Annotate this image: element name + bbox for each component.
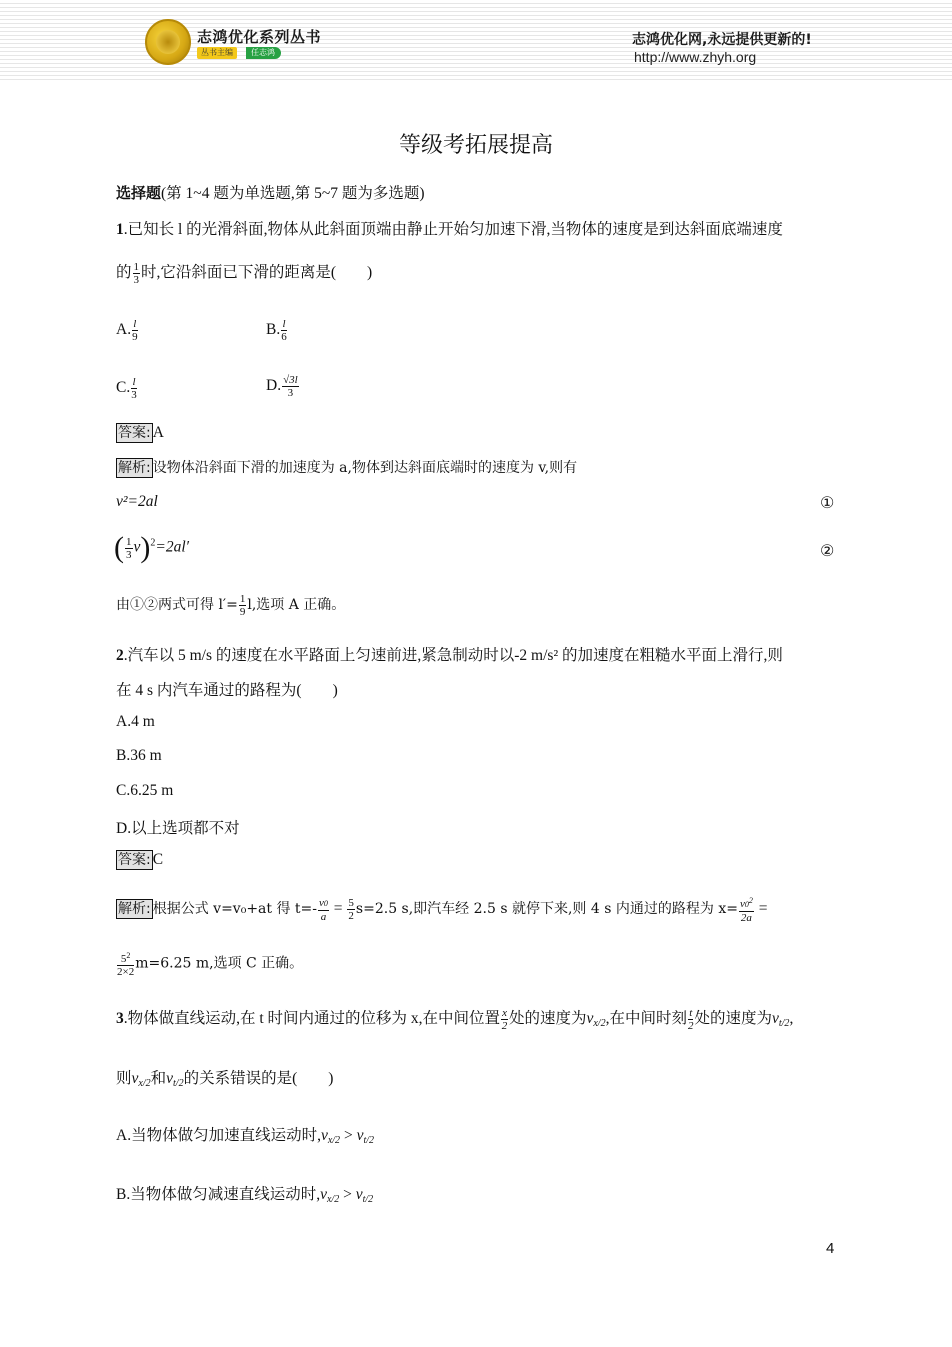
editor-tag: 丛书主编 xyxy=(197,47,237,59)
page-title: 等级考拓展提高 xyxy=(398,133,553,158)
site-url[interactable]: http://www.zhyh.org xyxy=(634,49,757,65)
option-label: D. xyxy=(266,377,282,395)
frac-den: 9 xyxy=(132,331,138,343)
analysis-fraction-result: $\frac{5^2}{2\times 2}$ xyxy=(117,951,135,978)
conclusion-pre: 由①②两式可得 l′= xyxy=(116,597,238,614)
equals: = xyxy=(329,900,347,918)
q3-line1: 3.物体做直线运动,在 t 时间内通过的位移为 x,在中间位置 $\frac{x}{2}$ 处的速度为$v_{x/2}$,在中间时刻 $\frac{t}{2}$ 处的速度为$v_{t/2}$, xyxy=(116,1006,794,1032)
page-number: 4 xyxy=(826,1240,835,1257)
answer-value: C xyxy=(152,851,164,868)
v-x-half: $v_{x/2}$ xyxy=(586,1010,606,1029)
series-logo xyxy=(145,19,191,65)
q1-text-line2-pre: 的 xyxy=(116,264,132,281)
analysis-fraction-x: $\frac{v0^2}{2a}$ xyxy=(739,896,753,924)
analysis-line2-post: m=6.25 m,选项 C 正确。 xyxy=(135,955,304,972)
q2-text-line1: .汽车以 5 m/s 的速度在水平路面上匀速前进,紧急制动时以-2 m/s² 的加速度在粗糙水平面上滑行,则 xyxy=(123,647,783,664)
v-t-half: $v_{t/2}$ xyxy=(166,1070,184,1089)
analysis-pre: 根据公式 v=v₀+at 得 t=- xyxy=(152,901,318,918)
q1-equation-1: v²=2al xyxy=(116,493,158,510)
editor-name: 任志鸿 xyxy=(246,47,281,59)
q1-option-c[interactable] xyxy=(116,376,138,401)
option-fraction xyxy=(281,318,287,343)
answer-label: 答案: xyxy=(118,852,151,868)
frac-num: l xyxy=(282,318,286,330)
frac-den: 3 xyxy=(133,273,140,286)
analysis-fraction-value: $\frac{5}{2}$ xyxy=(348,897,354,922)
frac-num: √3l xyxy=(283,374,298,386)
q1-number: 1 xyxy=(116,221,124,238)
frac-num: 1 xyxy=(133,260,140,273)
answer-label: 答案: xyxy=(118,425,151,441)
option-text: B.当物体做匀减速直线运动时, xyxy=(116,1186,321,1203)
option-text: A.当物体做匀加速直线运动时, xyxy=(116,1127,321,1144)
q3-text-d: 处的速度为 xyxy=(694,1010,772,1027)
v-x-half: $v_{x/2}$ xyxy=(320,1127,341,1146)
section-heading xyxy=(116,181,425,203)
v-t-half: $v_{t/2}$ xyxy=(355,1186,374,1205)
q3-text-a: .物体做直线运动,在 t 时间内通过的位移为 x,在中间位置 xyxy=(123,1010,501,1027)
q2-option-c[interactable]: C.6.25 m xyxy=(116,782,174,799)
eq2-exponent: 2 xyxy=(150,537,156,549)
q1-equation-2 xyxy=(114,533,189,563)
q3-number: 3 xyxy=(116,1010,124,1027)
q2-analysis xyxy=(116,895,767,924)
q2-number: 2 xyxy=(116,647,124,664)
frac-den: 3 xyxy=(287,387,294,399)
q3-text2-c: 的关系错误的是( ) xyxy=(183,1070,334,1087)
q1-line2 xyxy=(116,260,372,286)
greater-than: > xyxy=(339,1186,356,1203)
q2-line2: 在 4 s 内汽车通过的路程为( ) xyxy=(116,682,338,699)
q1-text-line2-post: 时,它沿斜面已下滑的距离是( ) xyxy=(141,264,373,281)
eq2-fraction xyxy=(125,536,133,561)
option-fraction xyxy=(131,376,137,401)
fraction-t-half: $\frac{t}{2}$ xyxy=(687,1006,694,1032)
option-label: C. xyxy=(116,379,131,397)
eq2-velocity: v xyxy=(133,538,141,556)
q3-text2-b: 和 xyxy=(150,1070,167,1087)
analysis-mid: s=2.5 s,即汽车经 2.5 s 就停下来,则 4 s 内通过的路程为 x= xyxy=(355,901,738,918)
q1-text-line1: .已知长 l 的光滑斜面,物体从此斜面顶端由静止开始匀加速下滑,当物体的速度是到达斜面底端速度 xyxy=(123,221,783,238)
logo-emblem xyxy=(156,30,180,54)
series-title: 志鸿优化系列丛书 xyxy=(197,28,322,46)
q1-answer xyxy=(116,423,164,443)
greater-than: > xyxy=(340,1127,357,1144)
q3-option-a[interactable] xyxy=(116,1123,374,1146)
q2-line1 xyxy=(116,643,783,665)
section-title: 选择题 xyxy=(116,184,162,202)
v-x-half: $v_{x/2}$ xyxy=(131,1070,151,1089)
option-fraction xyxy=(282,374,299,399)
q1-fraction xyxy=(133,261,141,286)
v-t-half: $v_{t/2}$ xyxy=(356,1127,375,1146)
q1-conclusion xyxy=(116,593,345,618)
option-label: B. xyxy=(266,321,281,339)
paren-close: ) xyxy=(140,531,151,564)
q2-option-d[interactable]: D.以上选项都不对 xyxy=(116,820,240,837)
q2-option-a[interactable]: A.4 m xyxy=(116,713,155,730)
site-slogan: 志鸿优化网,永远提供更新的! xyxy=(632,32,812,48)
q3-text2-a: 则 xyxy=(116,1070,132,1087)
paren-open: ( xyxy=(114,531,124,564)
fraction-x-half: $\frac{x}{2}$ xyxy=(501,1006,508,1032)
option-fraction xyxy=(132,318,138,343)
option-label: A. xyxy=(116,321,132,339)
frac-den: 3 xyxy=(126,548,132,561)
conclusion-fraction: $\frac{1}{9}$ xyxy=(239,593,246,618)
frac-num: l xyxy=(133,318,137,330)
q1-analysis xyxy=(116,457,577,478)
q3-text-b: 处的速度为 xyxy=(508,1010,587,1027)
v-t-half: $v_{t/2}$ xyxy=(771,1010,790,1029)
q3-option-b[interactable] xyxy=(116,1182,373,1205)
equation-2-mark: ② xyxy=(820,543,835,560)
q1-option-d[interactable] xyxy=(266,374,300,399)
analysis-fraction-t: $\frac{v0}{a}$ xyxy=(319,896,328,923)
analysis-label: 解析: xyxy=(118,901,151,918)
frac-num: 1 xyxy=(126,535,132,548)
q3-text-c: ,在中间时刻 xyxy=(605,1010,687,1027)
answer-value: A xyxy=(152,424,164,441)
q1-line1 xyxy=(116,217,783,239)
equation-1-mark: ① xyxy=(820,495,835,512)
frac-num: l xyxy=(132,376,136,388)
q2-analysis-line2 xyxy=(116,950,303,978)
equals-end: = xyxy=(754,900,768,918)
v-x-half: $v_{x/2}$ xyxy=(320,1186,340,1205)
q1-option-a[interactable] xyxy=(116,318,139,343)
q3-line2 xyxy=(116,1066,333,1089)
eq2-tail: =2al′ xyxy=(155,538,190,556)
analysis-text: 设物体沿斜面下滑的加速度为 a,物体到达斜面底端时的速度为 v,则有 xyxy=(152,460,578,476)
q2-answer xyxy=(116,850,163,870)
analysis-label: 解析: xyxy=(118,460,151,476)
frac-den: 3 xyxy=(131,389,137,401)
q2-option-b[interactable]: B.36 m xyxy=(116,747,162,764)
frac-den: 6 xyxy=(281,331,287,343)
conclusion-post: l,选项 A 正确。 xyxy=(247,597,346,614)
q1-option-b[interactable] xyxy=(266,318,288,343)
section-note: (第 1~4 题为单选题,第 5~7 题为多选题) xyxy=(161,185,425,202)
